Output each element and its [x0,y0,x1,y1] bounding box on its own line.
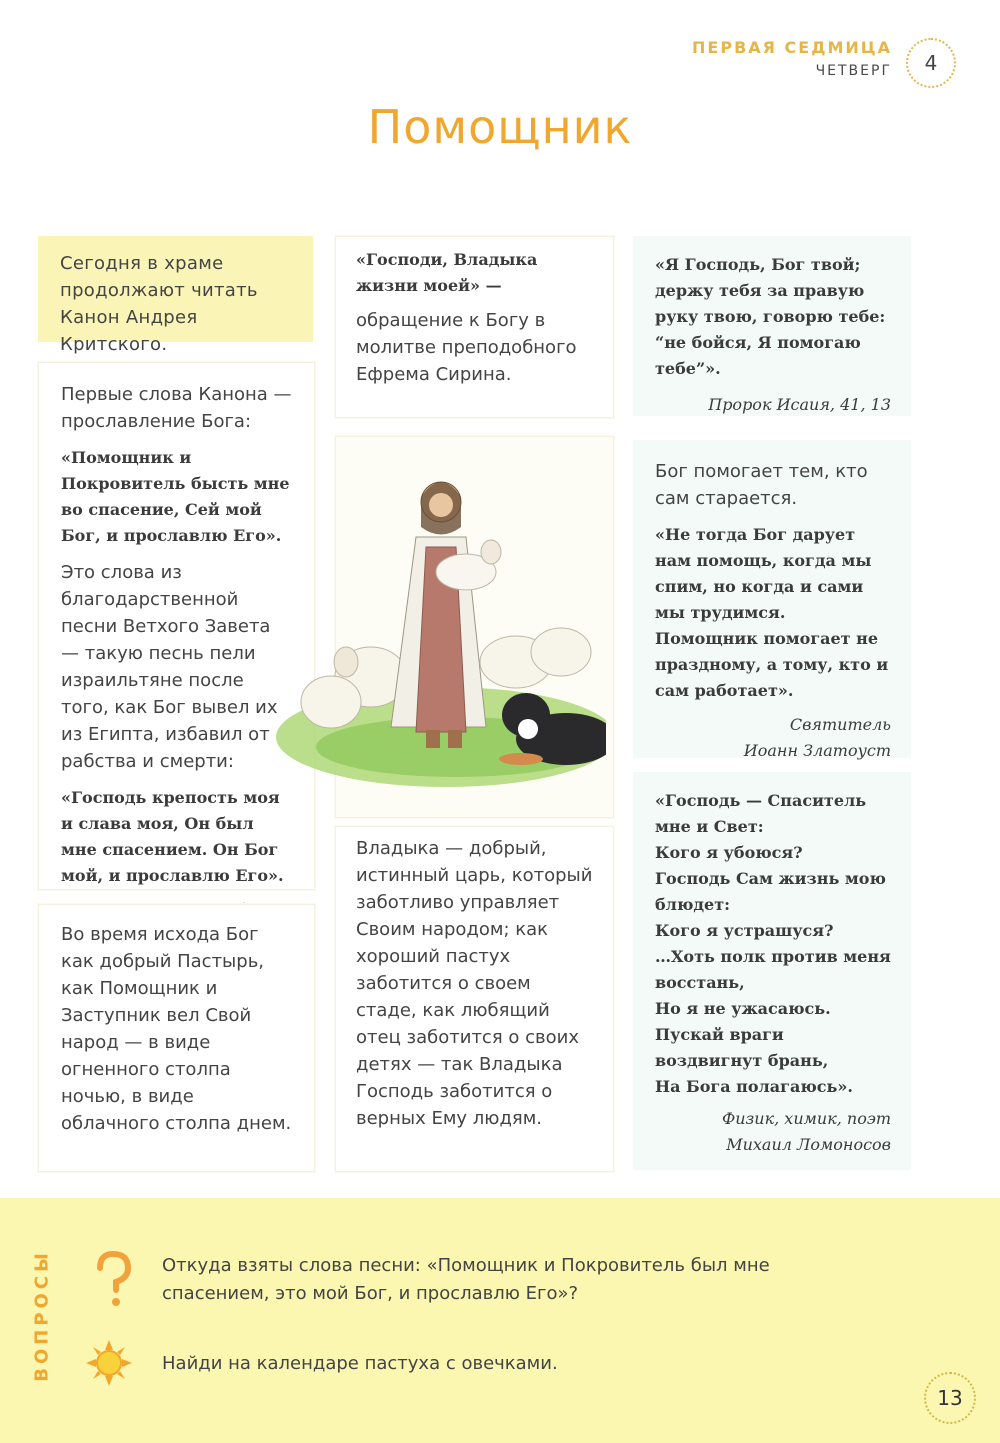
page-number: 13 [924,1372,976,1424]
chrysostom-source-2: Иоанн Златоуст [743,741,891,760]
poem-line: «Господь — Спаситель мне и Свет: [655,791,867,836]
intro-text: Сегодня в храме продолжают читать Канон Андрея Критского. [60,253,258,355]
chrysostom-intro: Бог помогает тем, кто сам старается. [655,461,868,509]
isaiah-card [633,236,911,416]
canon-card [38,362,315,890]
poem-line: Кого я убоюся? [655,843,803,862]
lomonosov-card [633,772,911,1170]
vladyka-text: Владыка — добрый, истинный царь, который заботливо управляет Своим народом; как хороший пастух заботится о своем стаде, как любящий отец заботится о своих детях — так Владыка Господь заботится о верных Ему людям. [356,838,593,1129]
poem-line: Кого я устрашуся? [655,921,834,940]
page-title: Помощник [367,100,633,154]
intro-box [38,236,313,355]
day-label: ЧЕТВЕРГ [815,63,892,79]
exodus-quote: «Господь крепость моя и слава моя, Он был мне спасением. Он Бог мой, и прославлю Его». [61,788,284,885]
prayer-quote: «Господи, Владыка жизни моей» — [356,250,538,295]
prayer-text: обращение к Богу в молитве преподобного Ефрема Сирина. [356,310,577,385]
poem-line: …Хоть полк против меня восстань, [655,947,891,992]
vladyka-card [335,826,614,1172]
sun-icon [86,1340,132,1386]
chrysostom-source-1: Святитель [789,715,891,734]
shepherd-icon [276,447,606,807]
chrysostom-quote: «Не тогда Бог дарует нам помощь, когда мы спим, но когда и сами мы трудимся. Помощник помогает не праздному, а тому, кто и сам работает». [655,525,889,700]
exodus-card [38,904,315,1172]
questions-section [0,1198,1000,1443]
week-label: ПЕРВАЯ СЕДМИЦА [692,38,892,57]
poem-line: Пускай враги воздвигнут брань, [655,1025,829,1070]
poem-source-1: Физик, химик, поэт [721,1109,891,1128]
isaiah-quote: «Я Господь, Бог твой; держу тебя за правую руку твою, говорю тебе: “не бойся, Я помогаю тебе”». [655,255,886,378]
section-header [692,38,892,79]
poem-line: На Бога полагаюсь». [655,1077,853,1096]
day-number-badge: 4 [906,38,956,88]
shepherd-illustration [335,436,614,818]
question-2: Найди на календаре пастуха с овечками. [162,1353,558,1374]
chrysostom-card [633,440,911,758]
question-mark-icon [90,1250,136,1310]
poem-line: Господь Сам жизнь мою блюдет: [655,869,886,914]
poem-source-2: Михаил Ломоносов [726,1135,891,1154]
question-1: Откуда взяты слова песни: «Помощник и Покровитель был мне спасением, это мой Бог, и прославлю Его»? [162,1255,770,1304]
questions-label: ВОПРОСЫ [31,1248,53,1382]
isaiah-source: Пророк Исаия, 41, 13 [708,395,891,414]
canon-quote: «Помощник и Покровитель бысть мне во спасение, Сей мой Бог, и прославлю Его». [61,448,290,545]
canon-explanation: Это слова из благодарственной песни Ветхого Завета — такую песнь пели израильтяне после того, как Бог вывел их из Египта, избавил от рабства и смерти: [61,562,278,772]
prayer-card [335,236,614,418]
exodus-text: Во время исхода Бог как добрый Пастырь, как Помощник и Заступник вел Свой народ — в виде огненного столпа ночью, в виде облачного столпа днем. [61,924,292,1134]
canon-intro-text: Первые слова Канона — прославление Бога: [61,384,292,432]
poem-line: Но я не ужасаюсь. [655,999,831,1018]
